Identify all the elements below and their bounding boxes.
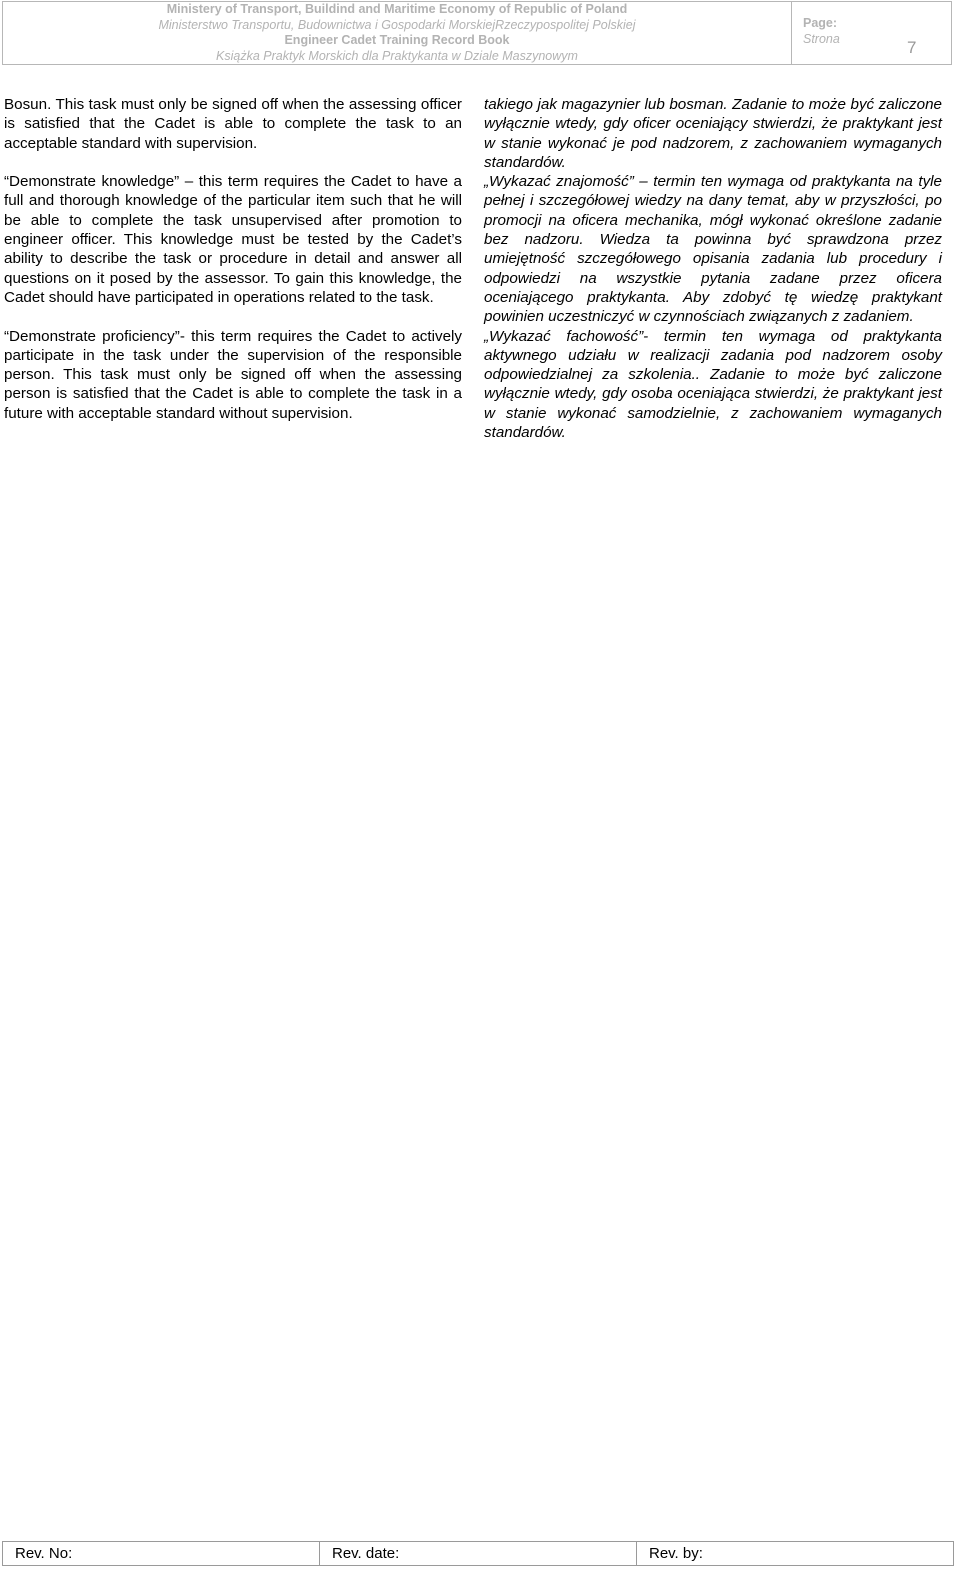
ministry-title-pl: Ministerstwo Transportu, Budownictwa i Gospodarki MorskiejRzeczypospolitej Polskiej <box>158 17 636 32</box>
header-titles <box>3 2 792 64</box>
polish-paragraph: takiego jak magazynier lub bosman. Zadanie to może być zaliczone wyłącznie wtedy, gdy oficer oceniający stwierdzi, że praktykant jest w stanie wykonać je pod nadzorem, z zachowaniem wymaganych standardów. <box>484 96 942 171</box>
book-title-pl: Książka Praktyk Morskich dla Praktykanta w Dziale Maszynowym <box>216 48 578 63</box>
revision-footer <box>2 1541 954 1566</box>
page-label-pl: Strona <box>803 32 840 46</box>
english-paragraph: “Demonstrate knowledge” – this term requires the Cadet to have a full and thorough knowledge of the particular item such that he will be able to complete the task unsupervised after promotion to engineer officer. This knowledge must be tested by the Cadet’s ability to describe the task or procedure in detail and answer all questions on it posed by the assessor. To gain this knowledge, the Cadet should have participated in operations related to the task. <box>4 173 462 306</box>
polish-paragraph: „Wykazać znajomość” – termin ten wymaga od praktykanta na tyle pełnej i szczegółowej wiedzy na dany temat, aby w przyszłości, po promocji na oficera mechanika, mógł wykonać określone zadanie bez nadzoru. Wiedza ta powinna być sprawdzona przez umiejętność szczegółowego opisania zadania lub procedury i odpowiedzi na wszystkie pytania zadane przez oficera oceniającego praktykanta. Aby zdobyć tę wiedzę praktykant powinien uczestniczyć w czynnościach związanych z zadaniem. <box>484 173 942 326</box>
page-number: 7 <box>907 38 917 57</box>
page-header <box>2 1 952 65</box>
book-title-en: Engineer Cadet Training Record Book <box>284 33 510 47</box>
rev-date-cell: Rev. date: <box>320 1542 637 1565</box>
rev-by-cell: Rev. by: <box>649 1545 703 1562</box>
polish-paragraph: „Wykazać fachowość”- termin ten wymaga od praktykanta aktywnego udziału w realizacji zadania pod nadzorem osoby odpowiedzialnej za szkolenia.. Zadanie to może być zaliczone wyłącznie wtedy, gdy osoba oceniająca stwierdzi, że praktykant jest w stanie wykonać samodzielnie, z zachowaniem wymaganych standardów. <box>484 327 942 442</box>
rev-no-cell: Rev. No: <box>3 1542 320 1565</box>
english-paragraph: “Demonstrate proficiency”- this term requires the Cadet to actively participate in the task under the supervision of the responsible person. This task must only be signed off when the assessing person is satisfied that the Cadet is able to complete the task in a future with acceptable standard without supervision. <box>4 327 462 422</box>
english-column <box>4 95 462 442</box>
page-label-en: Page: <box>803 16 838 30</box>
english-paragraph: Bosun. This task must only be signed off when the assessing officer is satisfied that the Cadet is able to complete the task to an acceptable standard with supervision. <box>4 96 462 152</box>
polish-column <box>484 95 942 442</box>
ministry-title-en: Ministery of Transport, Buildind and Maritime Economy of Republic of Poland <box>166 2 628 16</box>
